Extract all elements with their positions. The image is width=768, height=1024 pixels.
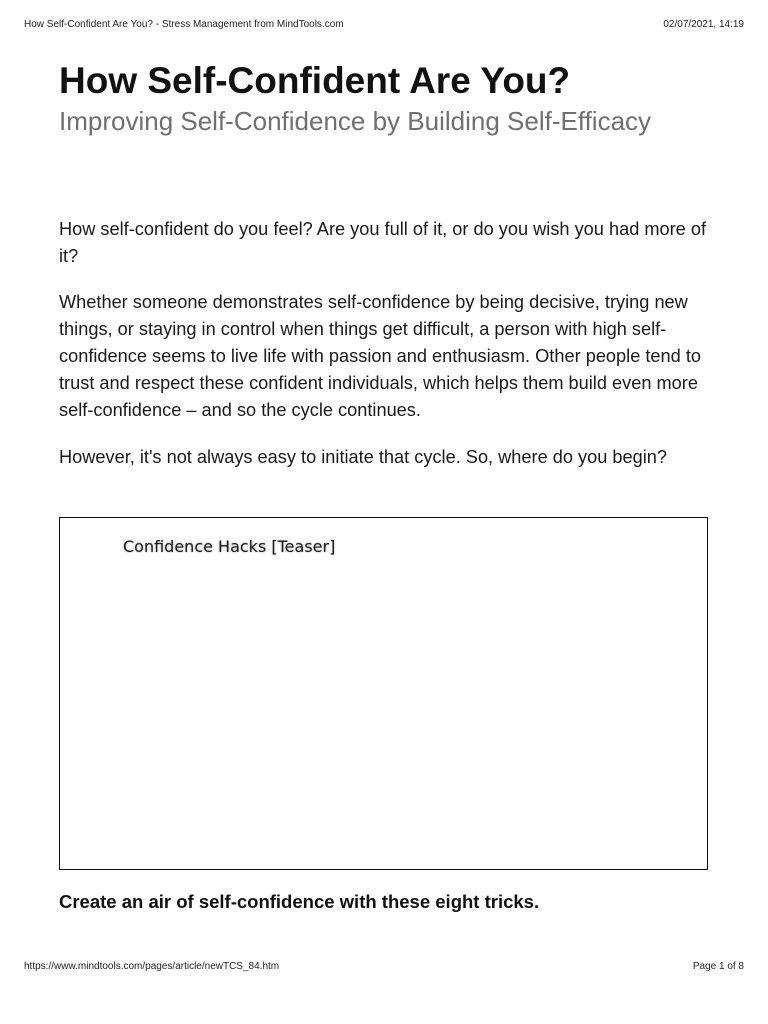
article-subtitle: Improving Self-Confidence by Building Self-Efficacy (59, 106, 652, 136)
video-caption: Create an air of self-confidence with these eight tricks. (59, 891, 540, 912)
article-title: How Self-Confident Are You? (59, 60, 571, 101)
page-indicator: Page 1 of 8 (692, 961, 744, 972)
print-url: https://www.mindtools.com/pages/article/newTCS_84.htm (24, 961, 280, 972)
paragraph-cycle: Whether someone demonstrates self-confidence by being decisive, trying new things, or staying in control when things get difficult, a person with high self-confidence seems to live life with passion and enthusiasm. Other people tend to trust and respect these confident individuals, which helps them build even more self-confidence – and so the cycle continues. (59, 292, 701, 420)
paragraph-intro: How self-confident do you feel? Are you full of it, or do you wish you had more of it? (59, 219, 707, 266)
paragraph-begin: However, it's not always easy to initiate that cycle. So, where do you begin? (59, 447, 668, 467)
print-footer (24, 961, 744, 972)
video-embed[interactable] (59, 517, 708, 870)
print-datetime: 02/07/2021, 14:19 (663, 19, 744, 30)
print-header (24, 19, 744, 30)
article-content (59, 58, 709, 912)
video-title[interactable]: Confidence Hacks [Teaser] (123, 537, 336, 556)
print-page-title: How Self-Confident Are You? - Stress Management from MindTools.com (24, 19, 344, 30)
